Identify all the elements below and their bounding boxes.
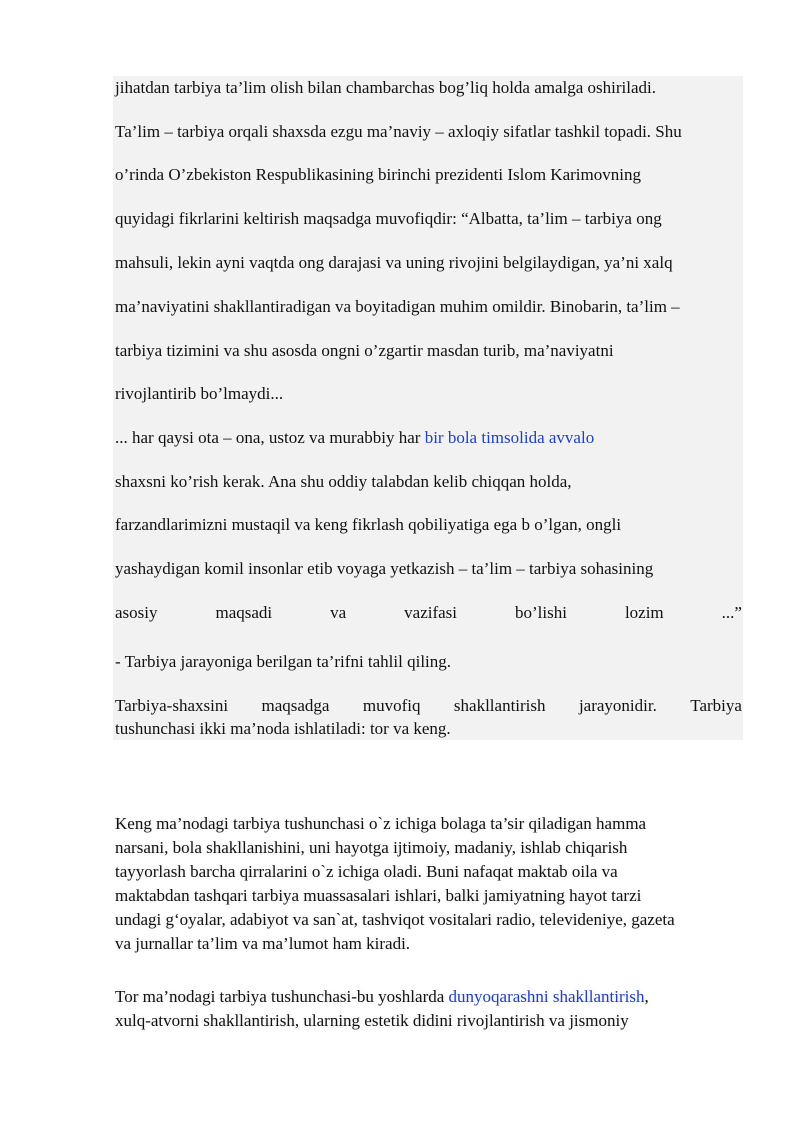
text-line: quyidagi fikrlarini keltirish maqsadga muvofiqdir: “Albatta, ta’lim – tarbiya ong xyxy=(115,209,662,228)
text-line: tayyorlash barcha qirralarini o`z ichiga oladi. Buni nafaqat maktab oila va xyxy=(115,862,618,881)
text-line: va jurnallar ta’lim va ma’lumot ham kiradi. xyxy=(115,934,411,953)
word: Tarbiya xyxy=(690,696,742,715)
hyperlink[interactable]: dunyoqarashni shakllantirish xyxy=(448,987,645,1006)
word: muvofiq xyxy=(362,696,421,715)
text-line: rivojlantirib bo’lmaydi... xyxy=(115,384,284,403)
text-line: mahsuli, lekin ayni vaqtda ong darajasi va uning rivojini belgilaydigan, ya’ni xalq xyxy=(115,253,673,272)
word: maqsadi xyxy=(215,603,273,622)
text-line: narsani, bola shakllanishini, uni hayotga ijtimoiy, madaniy, ishlab chiqarish xyxy=(115,838,628,857)
text-line: yashaydigan komil insonlar etib voyaga yetkazish – ta’lim – tarbiya sohasining xyxy=(115,559,654,578)
word: maqsadga xyxy=(261,696,330,715)
text-line: maktabdan tashqari tarbiya muassasalari ishlari, balki jamiyatning hayot tarzi xyxy=(115,886,642,905)
text-line-with-link xyxy=(115,985,742,1009)
paragraph-keng xyxy=(115,812,742,956)
word: asosiy xyxy=(115,603,158,622)
text-span: ... har qaysi ota – ona, ustoz va murabbiy har xyxy=(115,428,425,447)
text-line: Ta’lim – tarbiya orqali shaxsda ezgu ma’naviy – axloqiy sifatlar tashkil topadi. Shu xyxy=(115,122,682,141)
word: ...” xyxy=(721,603,742,622)
text-span: Tor ma’nodagi tarbiya tushunchasi-bu yoshlarda xyxy=(115,987,449,1006)
hyperlink[interactable]: bir bola timsolida avvalo xyxy=(424,428,595,447)
text-line: shaxsni ko’rish kerak. Ana shu oddiy talabdan kelib chiqqan holda, xyxy=(115,472,572,491)
task-line: - Tarbiya jarayoniga berilgan ta’rifni tahlil qiling. xyxy=(115,652,452,671)
justified-text-line xyxy=(115,603,742,623)
word: lozim xyxy=(624,603,664,622)
word: Tarbiya-shaxsini xyxy=(115,696,229,715)
text-line: farzandlarimizni mustaqil va keng fikrlash qobiliyatiga ega b o’lgan, ongli xyxy=(115,515,622,534)
text-span: , xyxy=(644,987,649,1006)
text-line: undagi g‘oyalar, adabiyot va san`at, tashviqot vositalari radio, televideniye, gazeta xyxy=(115,910,675,929)
text-line-with-link xyxy=(115,428,742,448)
text-line: ma’naviyatini shakllantiradigan va boyitadigan muhim omildir. Binobarin, ta’lim – xyxy=(115,297,680,316)
word: jarayonidir. xyxy=(578,696,657,715)
word: bo’lishi xyxy=(515,603,567,622)
text-line: tushunchasi ikki ma’noda ishlatiladi: tor va keng. xyxy=(115,719,451,738)
word: shakllantirish xyxy=(453,696,546,715)
justified-text-line xyxy=(115,696,742,716)
text-line: tarbiya tizimini va shu asosda ongni o’zgartir masdan turib, ma’naviyatni xyxy=(115,341,614,360)
word: va xyxy=(330,603,347,622)
text-line: o’rinda O’zbekiston Respublikasining birinchi prezidenti Islom Karimovning xyxy=(115,165,641,184)
text-line: Keng ma’nodagi tarbiya tushunchasi o`z ichiga bolaga ta’sir qiladigan hamma xyxy=(115,814,647,833)
text-line: jihatdan tarbiya ta’lim olish bilan chambarchas bog’liq holda amalga oshiriladi. xyxy=(115,78,657,97)
text-line: xulq-atvorni shakllantirish, ularning estetik didini rivojlantirish va jismoniy xyxy=(115,1011,629,1030)
paragraph-tor xyxy=(115,985,742,1033)
word: vazifasi xyxy=(404,603,458,622)
